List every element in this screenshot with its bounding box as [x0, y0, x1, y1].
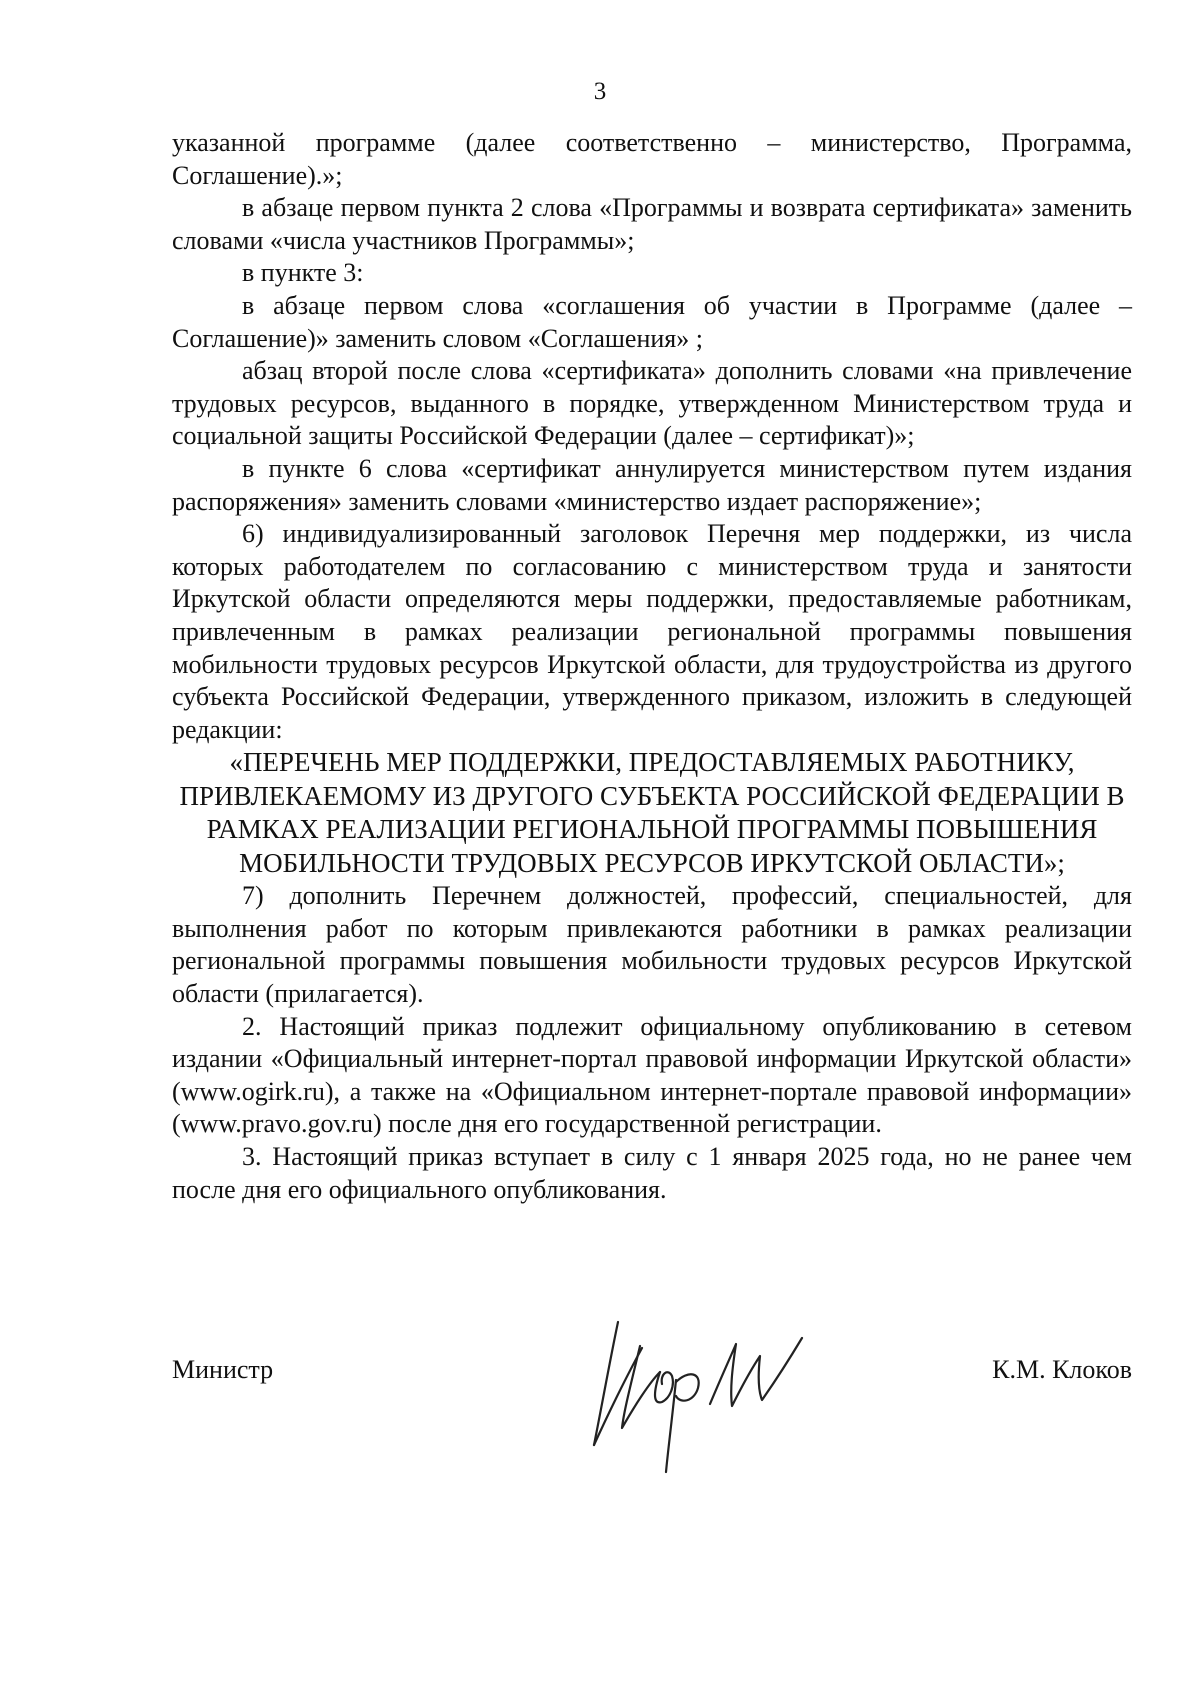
signatory-name: К.М. Клоков — [992, 1355, 1132, 1384]
paragraph: в абзаце первом слова «соглашения об участии в Программе (далее – Соглашение)» заменить словом «Соглашения» ; — [172, 290, 1132, 353]
paragraph: в пункте 6 слова «сертификат аннулируется министерством путем издания распоряжения» заменить словами «министерство издает распоряжение»; — [172, 453, 1132, 516]
paragraph: в абзаце первом пункта 2 слова «Программы и возврата сертификата» заменить словами «числа участников Программы»; — [172, 193, 1132, 255]
document-body — [172, 127, 1132, 1206]
paragraph: 7) дополнить Перечнем должностей, профессий, специальностей, для выполнения работ по которым привлекаются работники в рамках реализации региональной программы повышения мобильности трудовых ресурсов Иркутской области (прилагается). — [172, 881, 1132, 1009]
paragraph: 3. Настоящий приказ вступает в силу с 1 января 2025 года, но не ранее чем после дня его официального опубликования. — [172, 1142, 1132, 1204]
paragraph: в пункте 3: — [242, 258, 364, 288]
paragraph: 6) индивидуализированный заголовок Перечня мер поддержки, из числа которых работодателем по согласованию с министерством труда и занятости Иркутской области определяются меры поддержки, предоставляемые работникам, привлеченным в рамках реализации региональной программы повышения мобильности трудовых ресурсов Иркутской области, для трудоустройства из другого субъекта Российской Федерации, утвержденного приказом, изложить в следующей редакции: — [172, 519, 1132, 744]
signatory-title: Министр — [172, 1355, 274, 1384]
page-number: 3 — [593, 78, 607, 105]
paragraph: 2. Настоящий приказ подлежит официальному опубликованию в сетевом издании «Официальный интернет-портал правовой информации Иркутской области» (www.ogirk.ru), а также на «Официальном интернет-портале правовой информации» (www.pravo.gov.ru) после дня его государственной регистрации. — [172, 1011, 1132, 1139]
list-heading: «ПЕРЕЧЕНЬ МЕР ПОДДЕРЖКИ, ПРЕДОСТАВЛЯЕМЫХ РАБОТНИКУ, ПРИВЛЕКАЕМОМУ ИЗ ДРУГОГО СУБЪЕКТА РОССИЙСКОЙ ФЕДЕРАЦИИ В РАМКАХ РЕАЛИЗАЦИИ РЕГИОНАЛЬНОЙ ПРОГРАММЫ ПОВЫШЕНИЯ МОБИЛЬНОСТИ ТРУДОВЫХ РЕСУРСОВ ИРКУТСКОЙ ОБЛАСТИ»; — [179, 747, 1125, 878]
paragraph: абзац второй после слова «сертификата» дополнить словами «на привлечение трудовых ресурсов, выданного в порядке, утвержденном Министерством труда и социальной защиты Российской Федерации (далее – сертификат)»; — [172, 356, 1132, 451]
handwritten-signature — [580, 1310, 810, 1480]
paragraph: указанной программе (далее соответственно – министерство, Программа, Соглашение).»; — [172, 128, 1132, 190]
